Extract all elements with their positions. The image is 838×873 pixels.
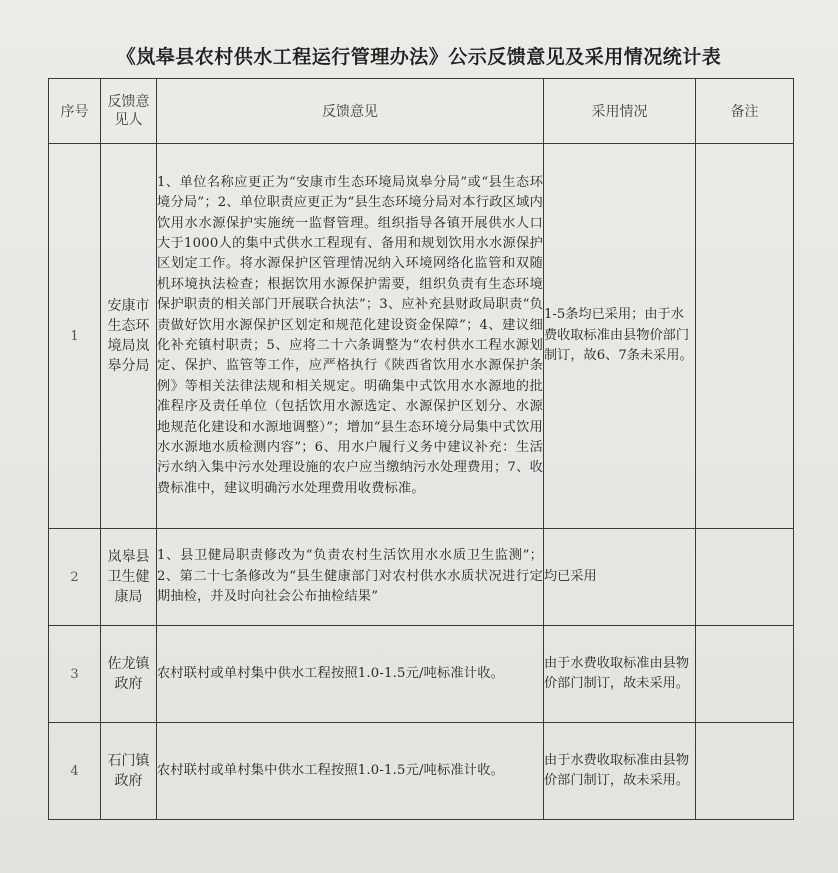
row-feedback-opinion: 农村联村或单村集中供水工程按照1.0-1.5元/吨标准计收。 [157,723,544,820]
row-feedback-person: 佐龙镇政府 [101,626,157,723]
table-row [49,723,794,820]
row-serial-number: 2 [49,529,101,626]
row-serial-number: 3 [49,626,101,723]
row-feedback-person: 石门镇政府 [101,723,157,820]
header-feedback-person: 反馈意见人 [101,79,157,144]
table-header-row [49,79,794,144]
row-remarks [696,626,794,723]
header-serial-number: 序号 [49,79,101,144]
header-feedback-opinion: 反馈意见 [157,79,544,144]
row-feedback-person: 岚皋县卫生健康局 [101,529,157,626]
row-remarks [696,144,794,529]
row-remarks [696,723,794,820]
row-feedback-opinion: 1、单位名称应更正为“安康市生态环境局岚皋分局”或“县生态环境分局”；2、单位职责应更正为“县生态环境分局对本行政区域内饮用水水源保护实施统一监督管理。组织指导各镇开展供水人口大于1000人的集中式供水工程现有、备用和规划饮用水水源保护区划定工作。将水源保护区管理情况纳入环境网络化监管和双随机环境执法检查；根据饮用水源保护需要，组织负责有生态环境保护职责的相关部门开展联合执法”；3、应补充县财政局职责“负责做好饮用水源保护区划定和规范化建设资金保障”；4、建议细化补充镇村职责；5、应将二十六条调整为“农村供水工程水源划定、保护、监管等工作，应严格执行《陕西省饮用水水源保护条例》等相关法律法规和相关规定。明确集中式饮用水水源地的批准程序及责任单位（包括饮用水源选定、水源保护区划分、水源地规范化建设和水源地调整）”；增加“县生态环境分局集中式饮用水水源地水质检测内容”；6、用水户履行义务中建议补充：生活污水纳入集中污水处理设施的农户应当缴纳污水处理费用；7、收费标准中，建议明确污水处理费用收费标准。 [157,144,544,529]
row-feedback-opinion: 农村联村或单村集中供水工程按照1.0-1.5元/吨标准计收。 [157,626,544,723]
row-adoption-status: 1-5条均已采用；由于水费收取标准由县物价部门制订，故6、7条未采用。 [544,144,696,529]
row-adoption-status: 均已采用 [544,529,696,626]
row-adoption-status: 由于水费收取标准由县物价部门制订，故未采用。 [544,626,696,723]
document-title: 《岚皋县农村供水工程运行管理办法》公示反馈意见及采用情况统计表 [116,46,722,68]
row-remarks [696,529,794,626]
row-adoption-status: 由于水费收取标准由县物价部门制订，故未采用。 [544,723,696,820]
row-serial-number: 4 [49,723,101,820]
row-feedback-person: 安康市生态环境局岚皋分局 [101,144,157,529]
table-row [49,144,794,529]
row-feedback-opinion: 1、县卫健局职责修改为“负责农村生活饮用水水质卫生监测”；2、第二十七条修改为“县生健康部门对农村供水水质状况进行定期抽检，并及时向社会公布抽检结果” [157,529,544,626]
row-serial-number: 1 [49,144,101,529]
header-remarks: 备注 [696,79,794,144]
feedback-table [48,78,794,820]
header-adoption-status: 采用情况 [544,79,696,144]
table-row [49,529,794,626]
table-row [49,626,794,723]
